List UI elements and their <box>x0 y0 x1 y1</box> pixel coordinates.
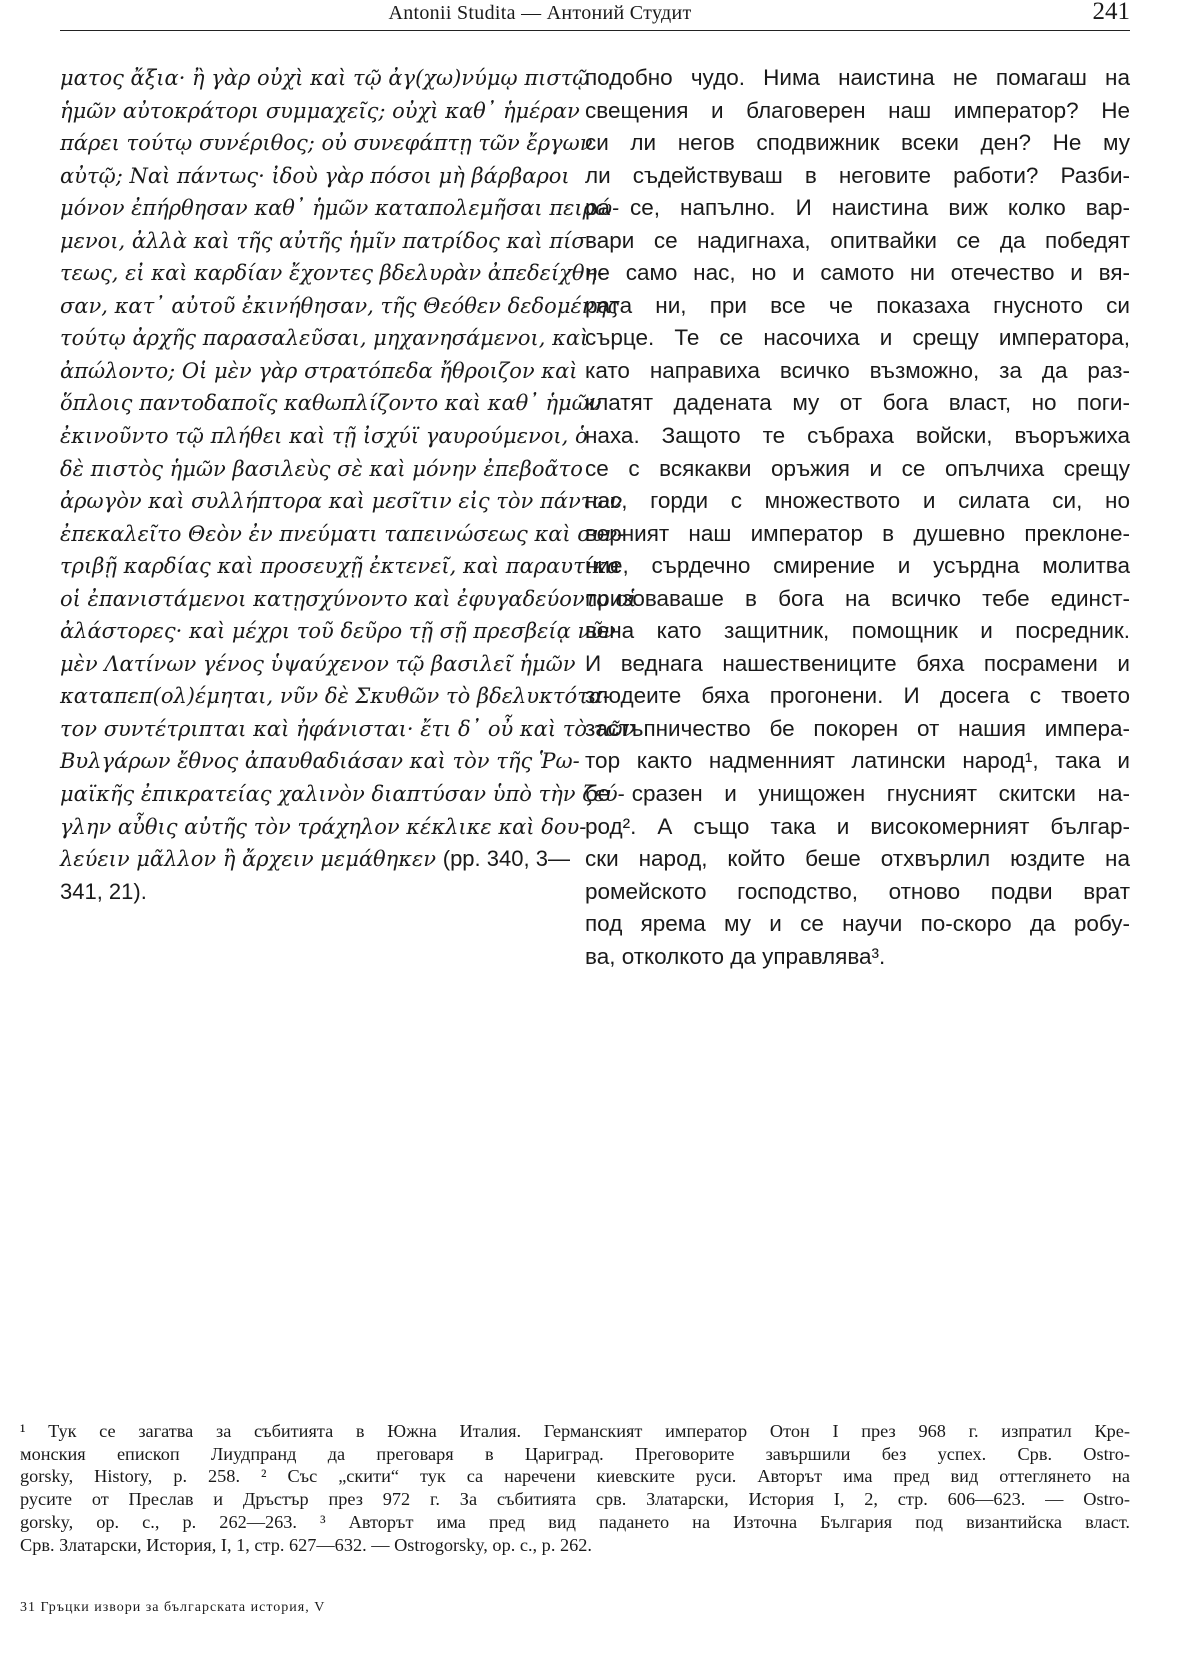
text-line: под ярема му и се научи по-скоро да робу- <box>585 911 1130 937</box>
bulgarian-translation-column <box>585 62 1130 973</box>
text-line: ра се, напълно. И наистина виж колко вар- <box>585 195 1130 221</box>
text-line: сърце. Те се насочиха и срещу императора, <box>585 325 1130 351</box>
footnote-line: Срв. Златарски, История, I, 1, стр. 627—632. — Ostrogorsky, op. c., p. 262. <box>20 1534 592 1555</box>
text-line: подобно чудо. Нима наистина не помагаш на <box>585 65 1130 90</box>
text-line: вари се надигнаха, опитвайки се да победят <box>585 227 1130 253</box>
text-line: рата ни, при все че показаха гнусното си <box>585 292 1130 318</box>
text-line: ἀλάστορες· καὶ μέχρι τοῦ δεῦρο τῇ σῇ πρεσβείᾳ νῦν <box>60 619 616 644</box>
footnote-line: gorsky, op. c., p. 262—263. ³ Авторът има пред вид падането на Източна България под византийска власт. <box>20 1511 1130 1532</box>
text-line: застъпничество бе покорен от нашия импера- <box>585 715 1130 741</box>
text-line: клатят дадената му от бога власт, но поги- <box>585 390 1130 416</box>
text-line: не само нас, но и самото ни отечество и вя- <box>585 260 1130 286</box>
page-number: 241 <box>1092 0 1130 25</box>
footnote-line: монския епископ Лиудпранд да преговаря в Цариград. Преговорите завършили без успех. Срв. Ostro- <box>20 1443 1130 1464</box>
text-line: ἀπώλοντο; Οἱ μὲν γὰρ στρατόπεδα ἤθροιζον καὶ <box>60 358 578 383</box>
text-line: свещения и благоверен наш император? Не <box>585 97 1130 123</box>
text-line: σαν, κατ᾽ αὐτοῦ ἐκινήθησαν, τῆς Θεόθεν δεδομένης <box>60 293 619 318</box>
text-line: като направиха всичко възможно, за да раз- <box>585 357 1130 383</box>
text-line: ματος ἄξια· ἢ γὰρ οὐχὶ καὶ τῷ ἀγ(χω)νύμῳ πιστῷ <box>60 66 590 90</box>
footnote-line: русите от Преслав и Дръстър през 972 г. За събитията срв. Златарски, История I, 2, стр. 606—623. — Ostro- <box>20 1489 1130 1510</box>
text-line: τεως, εἰ καὶ καρδίαν ἔχοντες βδελυρὰν ἀπεδείχθη- <box>60 261 605 286</box>
text-line: нас, горди с множеството и силата си, но <box>585 488 1130 514</box>
text-line: τριβῇ καρδίας καὶ προσευχῇ ἐκτενεῖ, καὶ παραυτίκα <box>60 554 621 579</box>
greek-text-column <box>60 62 637 908</box>
footnote-line: ¹ Тук се загатва за събитията в Южна Италия. Германският император Отон I през 968 г. изпратил Кре- <box>20 1421 1130 1441</box>
text-line: αὐτῷ; Ναὶ πάντως· ἰδοὺ γὰρ πόσοι μὴ βάρβαροι <box>60 163 570 188</box>
text-line: πάρει τούτῳ συνέριθος; οὐ συνεφάπτῃ τῶν ἔργων <box>60 131 593 156</box>
text-line: ва, отколкото да управлява³. <box>585 943 886 969</box>
text-line: τούτῳ ἀρχῆς παρασαλεῦσαι, μηχανησάμενοι, καὶ <box>60 326 589 351</box>
text-line: μόνον ἐπήρθησαν καθ᾽ ἡμῶν καταπολεμῆσαι πειρώ- <box>60 196 620 221</box>
text-line: ἀρωγὸν καὶ συλλήπτορα καὶ μεσῖτιν εἰς τὸν πάντων <box>60 489 623 514</box>
text-line: γλην αὖθις αὐτῆς τὸν τράχηλον κέκλικε καὶ δου- <box>60 814 587 839</box>
text-line: ромейското господство, отново подви врат <box>585 878 1130 904</box>
text-line: ἐπεκαλεῖτο Θεὸν ἐν πνεύματι ταπεινώσεως καὶ συν- <box>60 521 625 546</box>
citation: (pp. 340, 3— <box>442 846 570 872</box>
text-line: наха. Защото те събраха войски, въоръжиха <box>585 423 1130 449</box>
text-line: си ли негов сподвижник всеки ден? Не му <box>585 130 1130 156</box>
text-line: μενοι, ἀλλὰ καὶ τῆς αὐτῆς ἡμῖν πατρίδος καὶ πίσ- <box>60 228 593 253</box>
text-line: δὲ πιστὸς ἡμῶν βασιλεὺς σὲ καὶ μόνην ἐπεβοᾶτο <box>60 456 583 481</box>
text-line: ἐκινοῦντο τῷ πλήθει καὶ τῇ ἰσχύϊ γαυρούμενοι, ὁ <box>60 424 588 449</box>
page-header <box>60 0 1130 31</box>
text-line: μαϊκῆς ἐπικρατείας χαλινὸν διαπτύσαν ὑπὸ τὴν ζεύ- <box>60 782 625 807</box>
footnotes <box>20 1420 1130 1556</box>
text-line: τον συντέτριπται καὶ ἠφάνισται· ἔτι δ᾽ οὖ καὶ τὸ τῶν <box>60 716 636 741</box>
printer-signature: 31 Гръцки извори за българската история, V <box>20 1600 326 1615</box>
text-line: вена като защитник, помощник и посредник. <box>585 618 1130 644</box>
footnote-line: gorsky, History, p. 258. ² Със „скити“ тук са наречени киевските руси. Авторът има пред вид оттеглянето на <box>20 1466 1130 1487</box>
text-line: μὲν Λατίνων γένος ὑψαύχενον τῷ βασιλεῖ ἡμῶν <box>60 651 576 676</box>
text-line: бе сразен и унищожен гнусният скитски на- <box>585 781 1130 807</box>
text-line: верният наш император в душевно преклоне- <box>585 520 1130 546</box>
text-line: ски народ, който беше отхвърлил юздите на <box>585 846 1130 872</box>
text-line: Βυλγάρων ἔθνος ἀπαυθαδιάσαν καὶ τὸν τῆς Ῥω- <box>60 749 580 774</box>
text-line: род². А също така и високомерният българ- <box>585 813 1130 839</box>
text-line: се с всякакви оръжия и се опълчиха срещу <box>585 455 1130 481</box>
text-line: οἱ ἐπανιστάμενοι κατῃσχύνοντο καὶ ἐφυγαδεύοντο οἱ <box>60 586 637 611</box>
text-line: И веднага нашествениците бяха посрамени и <box>585 650 1130 676</box>
text-line: ли съдействуваш в неговите работи? Разби- <box>585 162 1130 188</box>
running-title: Antonii Studita — Антоний Студит <box>388 2 692 24</box>
text-line: тор както надменният латински народ¹, така и <box>585 748 1130 774</box>
text-line: ἡμῶν αὐτοκράτορι συμμαχεῖς; οὐχὶ καθ᾽ ἡμέραν <box>60 98 580 123</box>
text-fragment: λεύειν μᾶλλον ἢ ἄρχειν μεμάθηκεν <box>60 847 437 872</box>
text-line: призоваваше в бога на всичко тебе единст- <box>585 585 1130 611</box>
text-line: καταπεπ(ολ)έμηται, νῦν δὲ Σκυθῶν τὸ βδελυκτότα- <box>60 684 610 709</box>
text-line: злодеите бяха прогонени. И досега с твоето <box>585 683 1130 709</box>
text-line: ние, сърдечно смирение и усърдна молитва <box>585 553 1130 579</box>
citation-continued: 341, 21). <box>60 878 147 904</box>
text-line: ὅπλοις παντοδαποῖς καθωπλίζοντο καὶ καθ᾽ ἡμῶν <box>60 391 602 416</box>
text-line-with-citation <box>60 843 570 876</box>
